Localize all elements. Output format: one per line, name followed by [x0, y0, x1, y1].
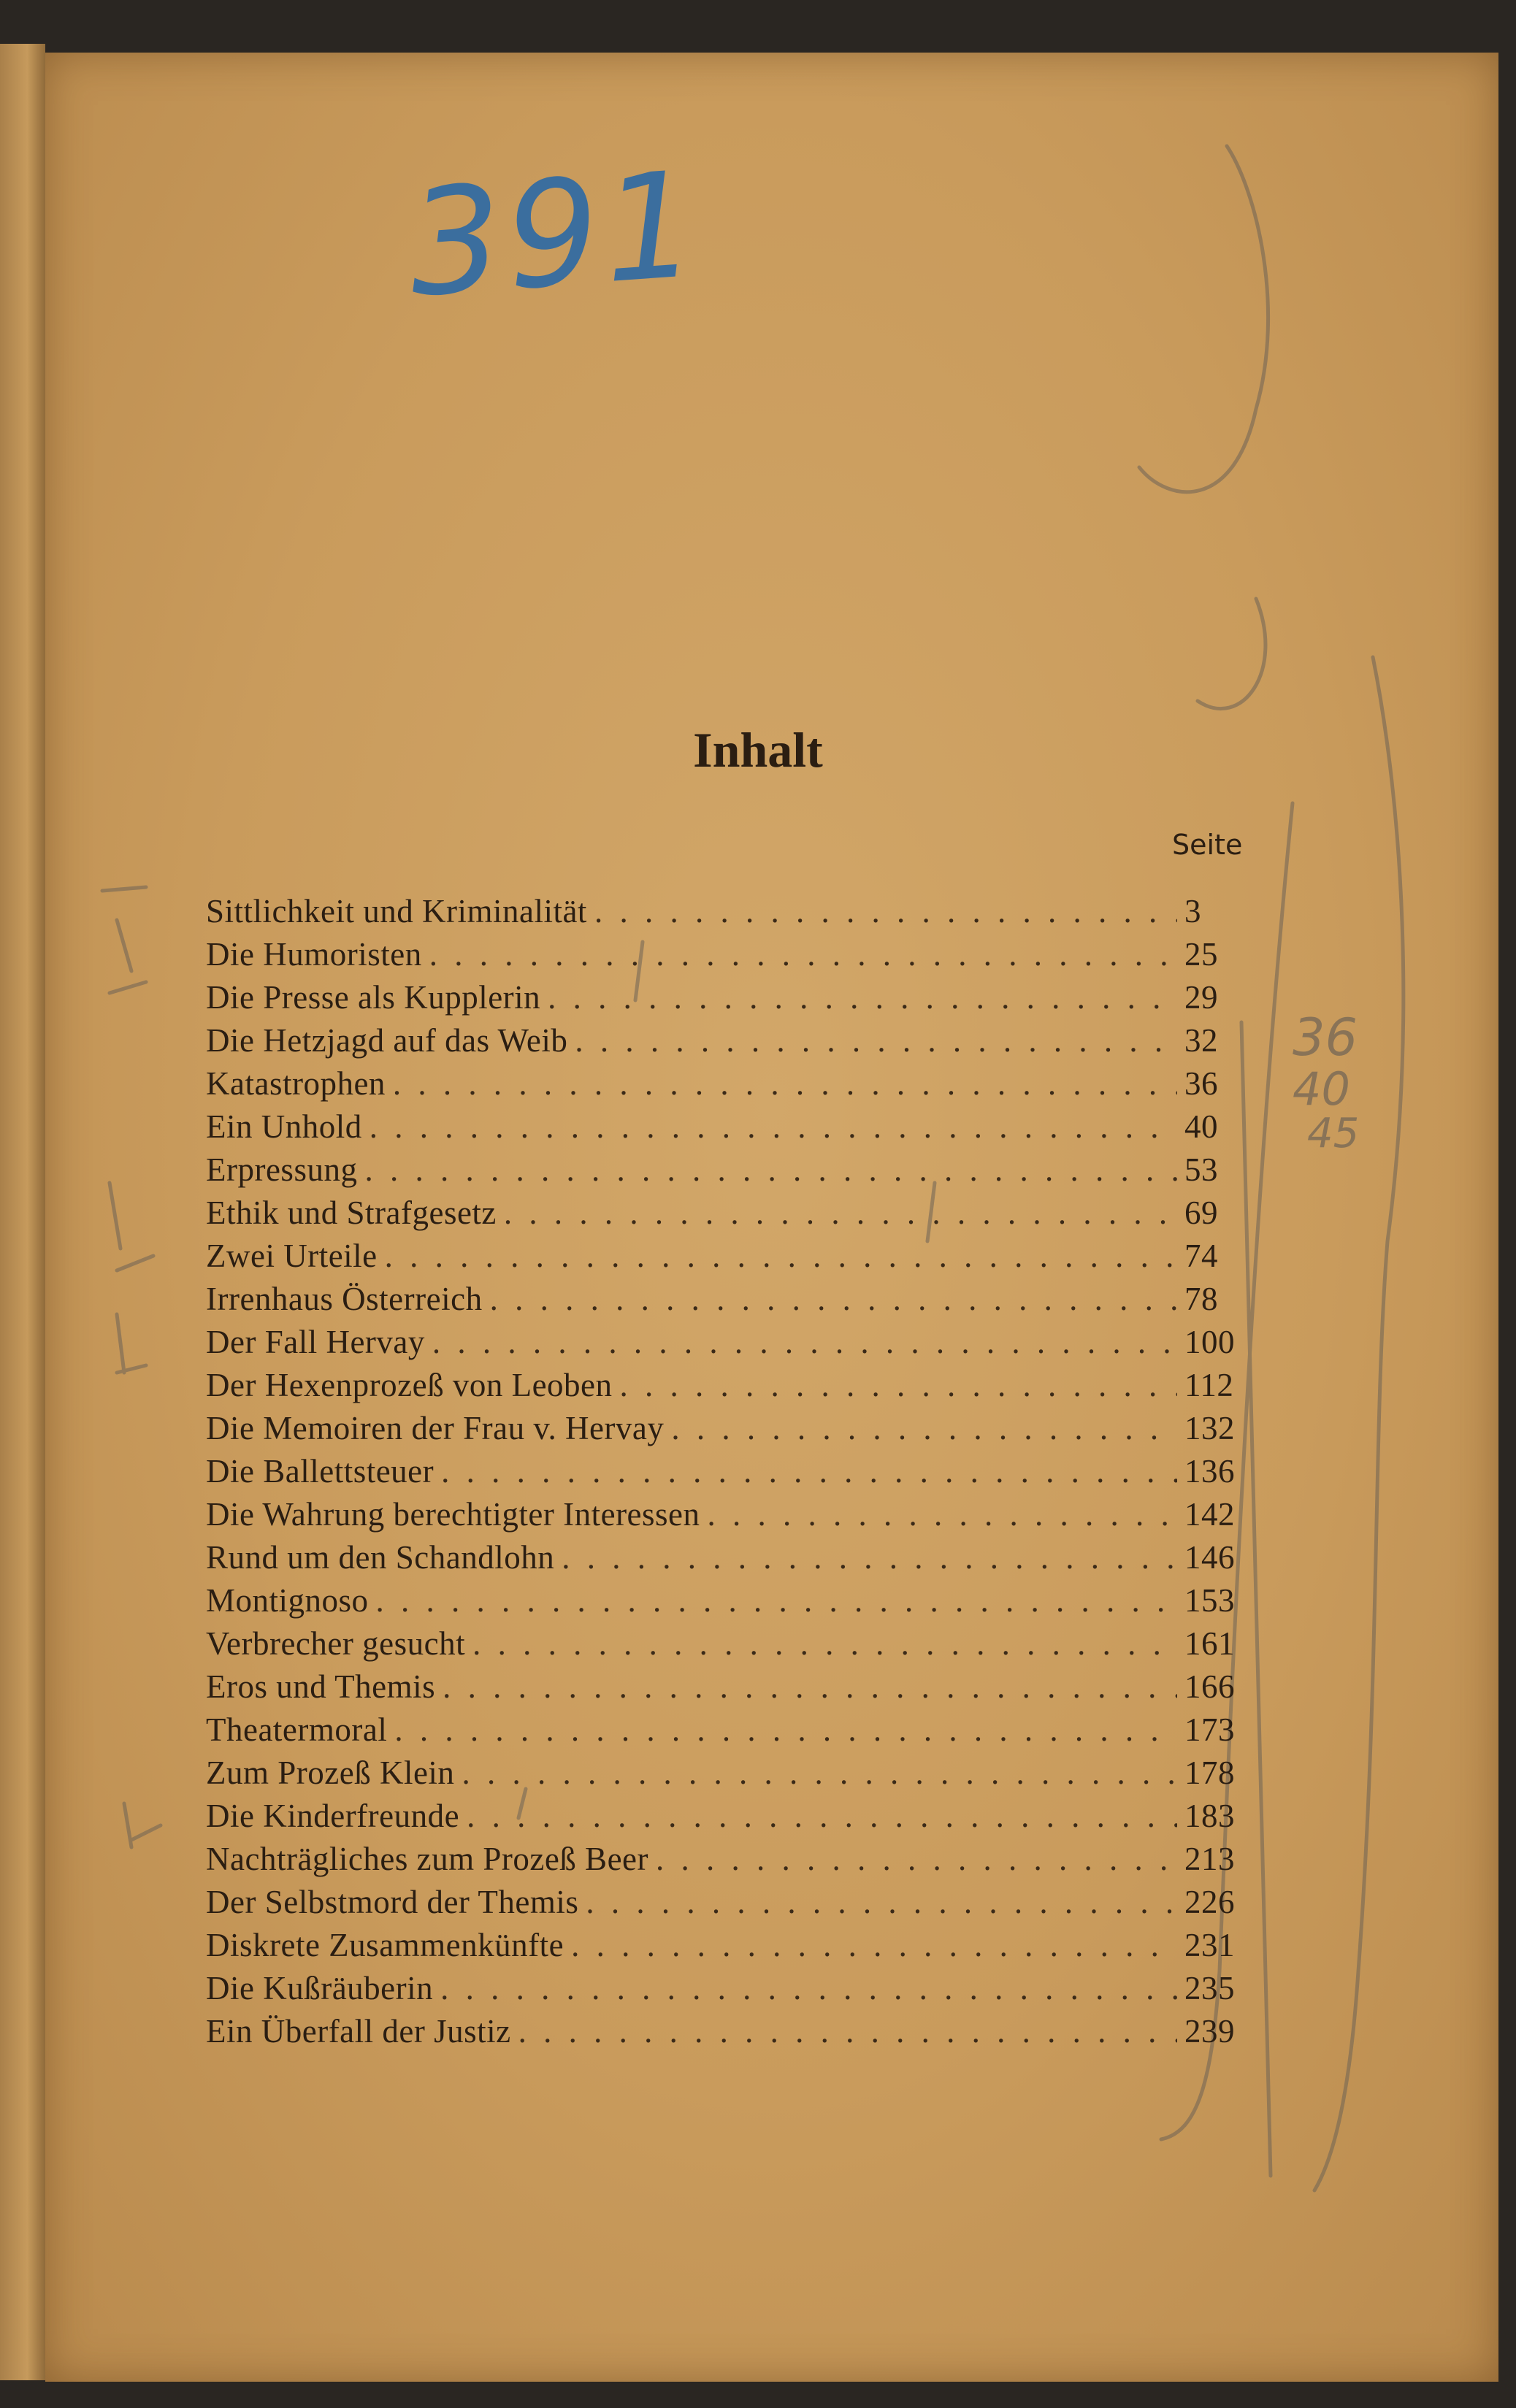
- toc-entry: [206, 1969, 1243, 2012]
- toc-entry: [206, 1366, 1243, 1409]
- toc-entry: [206, 1797, 1243, 1840]
- toc-leader-dots: [671, 1409, 1177, 1447]
- toc-leader-dots: [432, 1323, 1177, 1361]
- toc-entry-title: Ein Überfall der Justiz: [206, 2013, 511, 2050]
- toc-entry: [206, 1926, 1243, 1969]
- toc-entry-title: Rund um den Schandlohn: [206, 1539, 555, 1576]
- table-of-contents: [206, 892, 1243, 2055]
- toc-entry-page: 69: [1184, 1195, 1218, 1231]
- toc-entry-title: Verbrecher gesucht: [206, 1625, 466, 1662]
- toc-entry: [206, 1495, 1243, 1538]
- toc-entry-page: 235: [1184, 1970, 1235, 2006]
- handwritten-catalog-number: 391: [403, 139, 707, 330]
- toc-leader-dots: [443, 1668, 1177, 1706]
- page-title: Inhalt: [693, 722, 823, 778]
- toc-entry-title: Ein Unhold: [206, 1108, 362, 1145]
- toc-entry-page: 100: [1184, 1324, 1235, 1360]
- toc-entry-page: 161: [1184, 1625, 1235, 1662]
- toc-leader-dots: [385, 1237, 1177, 1275]
- toc-entry: [206, 1840, 1243, 1883]
- toc-leader-dots: [586, 1883, 1177, 1921]
- toc-entry-title: Die Kußräuberin: [206, 1970, 434, 2006]
- toc-entry-page: 142: [1184, 1496, 1235, 1533]
- toc-entry-title: Der Hexenprozeß von Leoben: [206, 1367, 613, 1403]
- toc-leader-dots: [571, 1926, 1177, 1964]
- toc-entry: [206, 1883, 1243, 1926]
- toc-leader-dots: [441, 1452, 1177, 1490]
- toc-entry-page: 173: [1184, 1711, 1235, 1748]
- toc-entry-page: 226: [1184, 1884, 1235, 1920]
- margin-note-2: 40: [1293, 1062, 1350, 1116]
- toc-entry-title: Die Memoiren der Frau v. Hervay: [206, 1410, 665, 1446]
- toc-entry: [206, 1323, 1243, 1366]
- toc-entry-page: 231: [1184, 1927, 1235, 1963]
- toc-entry-page: 53: [1184, 1151, 1218, 1188]
- toc-entry-title: Zum Prozeß Klein: [206, 1755, 455, 1791]
- toc-entry-page: 36: [1184, 1065, 1218, 1102]
- margin-note-1: 36: [1293, 1008, 1358, 1067]
- toc-leader-dots: [548, 978, 1177, 1016]
- toc-leader-dots: [429, 935, 1177, 973]
- toc-leader-dots: [575, 1021, 1177, 1059]
- toc-leader-dots: [393, 1065, 1177, 1103]
- toc-entry-title: Die Presse als Kupplerin: [206, 979, 541, 1016]
- toc-entry-title: Erpressung: [206, 1151, 358, 1188]
- toc-leader-dots: [490, 1280, 1177, 1318]
- toc-leader-dots: [518, 2012, 1177, 2050]
- toc-entry: [206, 1065, 1243, 1108]
- toc-entry: [206, 1194, 1243, 1237]
- toc-leader-dots: [364, 1151, 1177, 1189]
- toc-leader-dots: [656, 1840, 1177, 1878]
- toc-entry: [206, 1711, 1243, 1754]
- toc-entry: [206, 1280, 1243, 1323]
- toc-leader-dots: [620, 1366, 1177, 1404]
- toc-entry: [206, 1237, 1243, 1280]
- toc-entry: [206, 1754, 1243, 1797]
- toc-entry-title: Montignoso: [206, 1582, 369, 1619]
- page-column-label: Seite: [1172, 829, 1243, 861]
- toc-entry-title: Eros und Themis: [206, 1668, 436, 1705]
- toc-entry-page: 166: [1184, 1668, 1235, 1705]
- toc-entry-page: 74: [1184, 1238, 1218, 1274]
- toc-entry-title: Katastrophen: [206, 1065, 386, 1102]
- toc-entry: [206, 1581, 1243, 1625]
- toc-entry-page: 178: [1184, 1755, 1235, 1791]
- toc-entry-page: 183: [1184, 1798, 1235, 1834]
- margin-note-3: 45: [1307, 1110, 1360, 1157]
- toc-leader-dots: [504, 1194, 1177, 1232]
- toc-entry: [206, 1021, 1243, 1065]
- toc-entry-page: 29: [1184, 979, 1218, 1016]
- toc-entry-page: 112: [1184, 1367, 1234, 1403]
- toc-entry: [206, 1668, 1243, 1711]
- toc-entry-page: 153: [1184, 1582, 1235, 1619]
- toc-entry-title: Theatermoral: [206, 1711, 388, 1748]
- toc-entry-page: 146: [1184, 1539, 1235, 1576]
- toc-leader-dots: [440, 1969, 1177, 2007]
- toc-entry-title: Sittlichkeit und Kriminalität: [206, 893, 587, 929]
- toc-entry-page: 132: [1184, 1410, 1235, 1446]
- toc-entry: [206, 935, 1243, 978]
- toc-entry-page: 32: [1184, 1022, 1218, 1059]
- toc-entry-title: Nachträgliches zum Prozeß Beer: [206, 1841, 648, 1877]
- toc-entry: [206, 2012, 1243, 2055]
- toc-entry-title: Die Hetzjagd auf das Weib: [206, 1022, 568, 1059]
- toc-entry-page: 213: [1184, 1841, 1235, 1877]
- toc-entry-title: Diskrete Zusammenkünfte: [206, 1927, 564, 1963]
- toc-leader-dots: [467, 1797, 1177, 1835]
- toc-leader-dots: [462, 1754, 1177, 1792]
- toc-leader-dots: [370, 1108, 1177, 1146]
- toc-leader-dots: [376, 1581, 1177, 1619]
- toc-entry-title: Der Fall Hervay: [206, 1324, 425, 1360]
- toc-leader-dots: [594, 892, 1177, 930]
- toc-entry-page: 3: [1184, 893, 1201, 929]
- toc-entry-page: 25: [1184, 936, 1218, 973]
- toc-entry-title: Die Wahrung berechtigter Interessen: [206, 1496, 700, 1533]
- toc-leader-dots: [472, 1625, 1177, 1663]
- toc-entry-title: Die Humoristen: [206, 936, 422, 973]
- toc-entry-title: Die Ballettsteuer: [206, 1453, 434, 1489]
- toc-entry: [206, 1452, 1243, 1495]
- toc-entry-title: Die Kinderfreunde: [206, 1798, 460, 1834]
- toc-entry-page: 40: [1184, 1108, 1218, 1145]
- toc-leader-dots: [562, 1538, 1177, 1576]
- toc-entry: [206, 892, 1243, 935]
- toc-entry: [206, 1108, 1243, 1151]
- toc-entry-title: Ethik und Strafgesetz: [206, 1195, 497, 1231]
- toc-entry: [206, 1409, 1243, 1452]
- toc-entry-title: Der Selbstmord der Themis: [206, 1884, 579, 1920]
- toc-entry-page: 239: [1184, 2013, 1235, 2050]
- toc-entry: [206, 1625, 1243, 1668]
- toc-entry: [206, 1538, 1243, 1581]
- toc-entry: [206, 1151, 1243, 1194]
- toc-entry-page: 136: [1184, 1453, 1235, 1489]
- toc-entry-title: Zwei Urteile: [206, 1238, 378, 1274]
- toc-leader-dots: [708, 1495, 1177, 1533]
- toc-entry: [206, 978, 1243, 1021]
- toc-leader-dots: [394, 1711, 1177, 1749]
- toc-entry-page: 78: [1184, 1281, 1218, 1317]
- toc-entry-title: Irrenhaus Österreich: [206, 1281, 483, 1317]
